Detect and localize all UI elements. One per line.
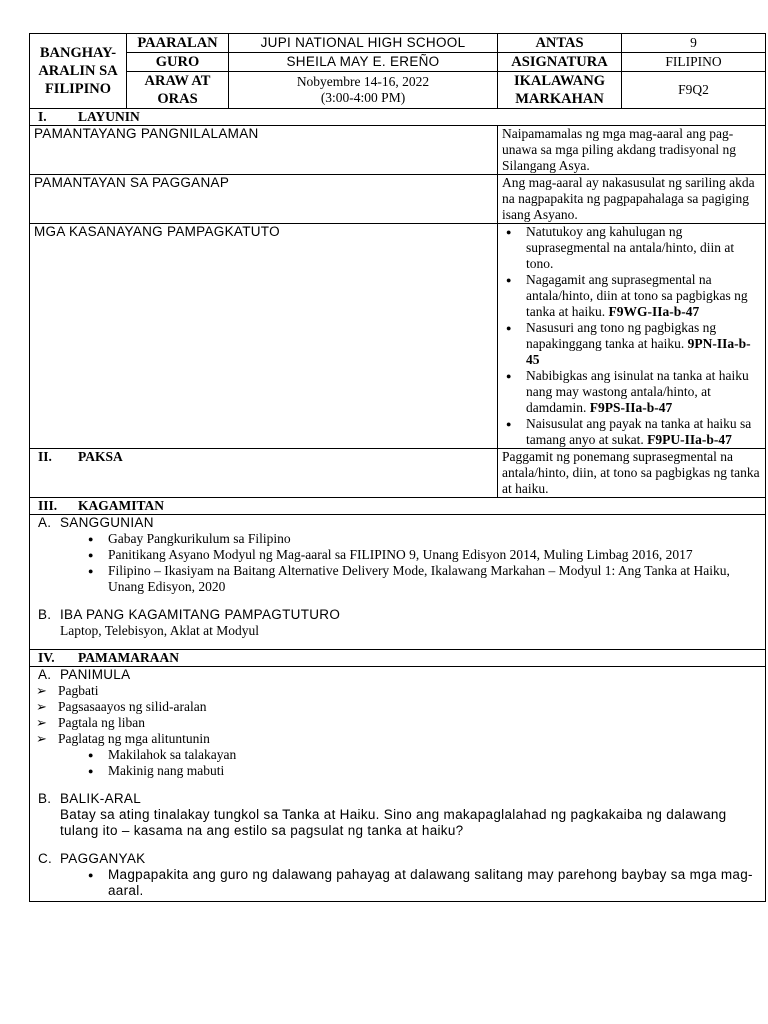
- list-item: ➢ Paglatag ng mga alituntunin: [34, 731, 761, 747]
- section-number: III.: [38, 498, 58, 513]
- competency-code: 9PN-IIa-b-45: [526, 336, 751, 367]
- performance-standard: Ang mag-aaral ay nakasusulat ng sariling akda na nagpapakita ng pagpapahalaga sa pagiging isang Asyano.: [498, 175, 766, 224]
- competency-code: F9WG-IIa-b-47: [608, 304, 700, 319]
- balik-aral-text: Batay sa ating tinalakay tungkol sa Tanka at Haiku. Sino ang makapaglalahad ng pagkakaiba ng dalawang tulang ito – kasama na ang estilo sa pagsulat ng tanka at haiku?: [60, 807, 727, 838]
- competencies-list: [502, 224, 761, 448]
- section-number: I.: [38, 109, 47, 124]
- date-label: ARAW AT ORAS: [127, 72, 229, 109]
- date-cell: [229, 72, 498, 109]
- content-standard: Naipamamalas ng mga mag-aaral ang pag-unawa sa mga piling akdang tradisyonal ng Silangang Asya.: [498, 126, 766, 175]
- list-item: ● Naisusulat ang payak na tanka at haiku sa tamang anyo at sukat. F9PU-IIa-b-47: [502, 416, 761, 448]
- panimula-list: [34, 683, 761, 747]
- pagganyak-list: [34, 867, 761, 899]
- section-paksa-header: [30, 449, 498, 498]
- kagamitan-content: [30, 515, 766, 650]
- sanggunian-list: [34, 531, 761, 595]
- list-item: ● Makilahok sa talakayan: [84, 747, 761, 763]
- subsection-title: C. PAGGANYAK: [38, 851, 146, 866]
- section-kagamitan-header: [30, 498, 766, 515]
- section-title: PAMAMARAAN: [78, 650, 179, 665]
- list-item: ● Panitikang Asyano Modyul ng Mag-aaral sa FILIPINO 9, Unang Edisyon 2014, Muling Limbag 2016, 2017: [84, 547, 761, 563]
- teacher-label: GURO: [127, 53, 229, 72]
- teacher-value: SHEILA MAY E. EREÑO: [229, 53, 498, 72]
- list-item: ➢ Pagtala ng liban: [34, 715, 761, 731]
- section-layunin-header: [30, 109, 766, 126]
- section-title: PAKSA: [78, 449, 123, 464]
- paksa-content: Paggamit ng ponemang suprasegmental na antala/hinto, diin, at tono sa pagbigkas ng tanka at haiku.: [498, 449, 766, 498]
- level-value: 9: [622, 34, 766, 53]
- competency-code: F9PS-IIa-b-47: [589, 400, 673, 415]
- subsection-title: A. SANGGUNIAN: [38, 515, 154, 530]
- competency-code: F9PU-IIa-b-47: [647, 432, 732, 447]
- subject-value: FILIPINO: [622, 53, 766, 72]
- list-item: ● Magpapakita ang guro ng dalawang pahayag at dalawang salitang may parehong baybay sa mga mag-aaral.: [84, 867, 761, 899]
- subject-label: ASIGNATURA: [498, 53, 622, 72]
- lesson-plan-page: [29, 33, 765, 902]
- list-item: ➢ Pagsasaayos ng silid-aralan: [34, 699, 761, 715]
- lesson-type-cell: [30, 34, 127, 109]
- list-item: ● Nagagamit ang suprasegmental na antala/hinto, diin at tono sa pagbigkas ng tanka at haiku. F9WG-IIa-b-47: [502, 272, 761, 320]
- section-title: KAGAMITAN: [78, 498, 164, 513]
- list-item: ● Nabibigkas ang isinulat na tanka at haiku nang may wastong antala/hinto, at damdamin. F9PS-IIa-b-47: [502, 368, 761, 416]
- time-value: (3:00-4:00 PM): [320, 90, 406, 105]
- quarter-code: F9Q2: [622, 72, 766, 109]
- performance-standard-label: PAMANTAYAN SA PAGGANAP: [30, 175, 498, 224]
- lesson-plan-table: [29, 33, 766, 902]
- list-item: ● Gabay Pangkurikulum sa Filipino: [84, 531, 761, 547]
- subsection-title: B. BALIK-ARAL: [38, 791, 142, 806]
- iba-content: Laptop, Telebisyon, Aklat at Modyul: [60, 623, 260, 638]
- school-label: PAARALAN: [127, 34, 229, 53]
- pamamaraan-content: [30, 667, 766, 902]
- date-value: Nobyembre 14-16, 2022: [296, 74, 430, 89]
- list-item: ● Makinig nang mabuti: [84, 763, 761, 779]
- subsection-title: B. IBA PANG KAGAMITANG PAMPAGTUTURO: [38, 607, 341, 622]
- quarter-label: IKALAWANG MARKAHAN: [498, 72, 622, 109]
- content-standard-label: PAMANTAYANG PANGNILALAMAN: [30, 126, 498, 175]
- subsection-title: A. PANIMULA: [38, 667, 131, 682]
- competencies-cell: [498, 224, 766, 449]
- section-number: II.: [38, 449, 52, 464]
- section-pamamaraan-header: [30, 650, 766, 667]
- list-item: ➢ Pagbati: [34, 683, 761, 699]
- lesson-type: BANGHAY-ARALIN SA FILIPINO: [38, 45, 118, 97]
- level-label: ANTAS: [498, 34, 622, 53]
- alituntunin-list: [34, 747, 761, 779]
- list-item: ● Natutukoy ang kahulugan ng suprasegmental na antala/hinto, diin at tono.: [502, 224, 761, 272]
- school-value: JUPI NATIONAL HIGH SCHOOL: [229, 34, 498, 53]
- list-item: ● Filipino – Ikasiyam na Baitang Alternative Delivery Mode, Ikalawang Markahan – Modyul 1: Ang Tanka at Haiku, Unang Edisyon, 2020: [84, 563, 761, 595]
- section-title: LAYUNIN: [78, 109, 140, 124]
- section-number: IV.: [38, 650, 55, 665]
- list-item: ● Nasusuri ang tono ng pagbigkas ng napakinggang tanka at haiku. 9PN-IIa-b-45: [502, 320, 761, 368]
- competencies-label: MGA KASANAYANG PAMPAGKATUTO: [30, 224, 498, 449]
